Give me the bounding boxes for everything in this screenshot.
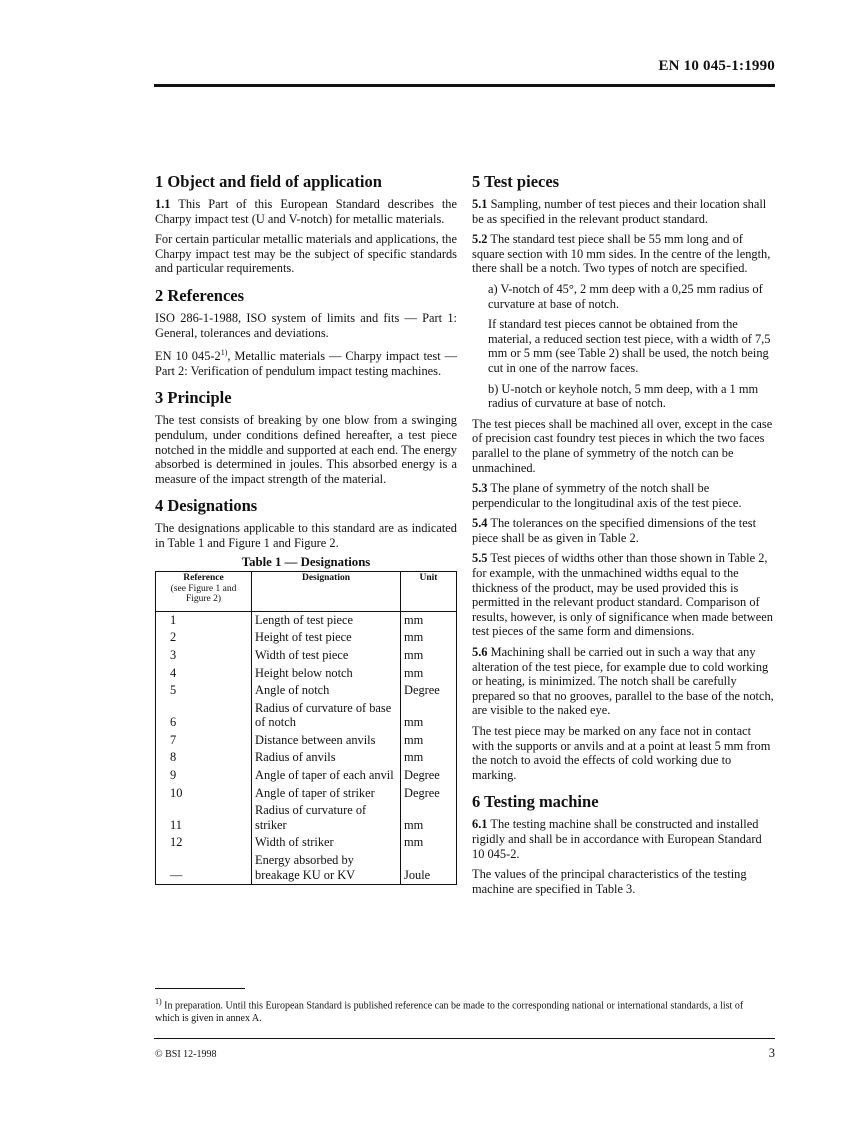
unit-cell: mm xyxy=(401,647,457,665)
designation-cell: Angle of taper of striker xyxy=(252,785,401,803)
paragraph-text: Test pieces of widths other than those shown in Table 2, for example, with the unmachined widths equal to the thickness of the product, may be used provided this is permitted in the relevant product standard. Comparison of results, however, is only of significance when made between test pieces of the same form and dimensions. xyxy=(472,551,773,639)
paragraph-text: Sampling, number of test pieces and their location shall be as specified in the relevant product standard. xyxy=(472,197,767,226)
section-3-heading: 3 Principle xyxy=(155,388,232,408)
document-code: EN 10 045-1:1990 xyxy=(658,58,775,74)
paragraph-text: The tolerances on the specified dimensions of the test piece shall be as given in Table 2. xyxy=(472,516,757,545)
table-row xyxy=(156,732,457,750)
paragraph-text: The designations applicable to this standard are as indicated in Table 1 and Figure 1 and Figure 2. xyxy=(155,521,457,551)
paragraph-5-2 xyxy=(472,232,774,276)
footnote-ref[interactable]: 1) xyxy=(220,348,228,358)
reference-cell: 4 xyxy=(170,665,177,680)
right-column xyxy=(472,172,774,902)
clause-number: 5.2 xyxy=(472,232,488,247)
paragraph-text: The values of the principal characteristics of the testing machine are specified in Table 3. xyxy=(472,867,747,896)
paragraph-text: For certain particular metallic materials and applications, the Charpy impact test may be the subject of specific standards and particular requirements. xyxy=(155,232,457,276)
designation-cell: Angle of taper of each anvil xyxy=(252,767,401,785)
footnote xyxy=(155,996,755,1025)
unit-cell: mm xyxy=(401,611,457,629)
column-header-reference xyxy=(156,572,252,612)
section-6-heading: 6 Testing machine xyxy=(472,792,599,812)
reference-cell: 6 xyxy=(170,715,177,730)
unit-cell: mm xyxy=(401,629,457,647)
list-item-a-note: If standard test pieces cannot be obtained from the material, a reduced section test piece, with a width of 7,5 mm or 5 mm (see Table 2) shall be used, the notch being cut in one of the narrow faces. xyxy=(488,317,771,375)
table-row xyxy=(156,834,457,852)
footnote-mark: 1) xyxy=(155,997,162,1006)
copyright-notice: © BSI 12-1998 xyxy=(155,1049,217,1060)
clause-number: 6.1 xyxy=(472,817,488,832)
unit-cell: Degree xyxy=(401,785,457,803)
column-header-label: Reference xyxy=(183,573,224,584)
designation-cell: Width of striker xyxy=(252,834,401,852)
reference-cell: 5 xyxy=(170,683,177,698)
paragraph-text: Machining shall be carried out in such a way that any alteration of the test piece, for example due to cold working or heating, is minimized. The notch shall be carefully prepared so that no grooves, parallel to the base of the notch, are visible to the naked eye. xyxy=(472,645,774,718)
paragraph-5-1 xyxy=(472,197,774,226)
list-item-a: a) V-notch of 45°, 2 mm deep with a 0,25 mm radius of curvature at base of notch. xyxy=(488,281,763,311)
reference-code: EN 10 045-2 xyxy=(155,349,221,364)
paragraph-5-3 xyxy=(472,481,774,510)
footer-rule xyxy=(154,1038,775,1039)
table-row xyxy=(156,852,457,885)
paragraph-text: The test pieces shall be machined all over, except in the case of precision cast foundry test pieces in which the two faces parallel to the plane of symmetry of the notch can be unmachined. xyxy=(472,416,773,475)
designation-cell: Radius of curvature of striker xyxy=(252,802,401,834)
paragraph-text: This Part of this European Standard describes the Charpy impact test (U and V-notch) for metallic materials. xyxy=(155,197,458,226)
table-row xyxy=(156,785,457,803)
paragraph-text: The test consists of breaking by one blow from a swinging pendulum, under conditions defined hereafter, a test piece notched in the middle and supported at each end. The energy absorbed is determined in joules. This absorbed energy is a measure of the impact strength of the material. xyxy=(155,413,457,486)
designation-cell: Energy absorbed by breakage KU or KV xyxy=(252,852,401,885)
unit-cell: mm xyxy=(401,700,457,732)
designations-table xyxy=(155,571,457,885)
list-item-b: b) U-notch or keyhole notch, 5 mm deep, with a 1 mm radius of curvature at base of notch. xyxy=(488,381,759,411)
paragraph-6-1 xyxy=(472,817,774,861)
unit-cell: mm xyxy=(401,802,457,834)
reference-cell: 12 xyxy=(170,835,183,850)
reference-title: , Metallic materials — Charpy impact test — Part 2: Verification of pendulum impact testing machines. xyxy=(155,349,457,378)
designation-cell: Length of test piece xyxy=(252,611,401,629)
page-number: 3 xyxy=(768,1046,775,1060)
reference-en-10045-2 xyxy=(155,346,457,378)
table-1-title: Table 1 — Designations xyxy=(241,554,371,569)
paragraph-text: The testing machine shall be constructed and installed rigidly and shall be in accordance with European Standard 10 045-2. xyxy=(472,817,762,861)
reference-cell: 8 xyxy=(170,750,177,765)
reference-cell: 2 xyxy=(170,630,177,645)
reference-cell: 9 xyxy=(170,768,177,783)
designation-cell: Radius of curvature of base of notch xyxy=(252,700,401,732)
table-row xyxy=(156,629,457,647)
clause-number: 5.5 xyxy=(472,551,488,566)
reference-cell: 7 xyxy=(170,732,177,747)
clause-number: 5.1 xyxy=(472,197,488,211)
clause-number: 5.4 xyxy=(472,516,488,531)
reference-cell: 11 xyxy=(170,817,182,832)
reference-cell: 1 xyxy=(170,612,177,627)
table-row xyxy=(156,647,457,665)
unit-cell: Degree xyxy=(401,682,457,700)
footnote-text: In preparation. Until this European Standard is published reference can be made to the corresponding national or international standards, a list of which is given in annex A. xyxy=(155,1000,744,1024)
table-body xyxy=(156,611,457,885)
paragraph-5-6 xyxy=(472,645,774,718)
paragraph-text: The test piece may be marked on any face not in contact with the supports or anvils and at a point at least 5 mm from the notch to avoid the effects of cold working due to marking. xyxy=(472,724,771,782)
clause-number: 1.1 xyxy=(155,197,171,211)
clause-number: 5.6 xyxy=(472,645,488,660)
clause-number: 5.3 xyxy=(472,481,488,496)
designation-cell: Height below notch xyxy=(252,665,401,683)
table-row xyxy=(156,665,457,683)
table-row xyxy=(156,700,457,732)
paragraph-5-5 xyxy=(472,551,774,639)
reference-cell: 3 xyxy=(170,647,177,662)
designation-cell: Width of test piece xyxy=(252,647,401,665)
reference-cell: — xyxy=(170,867,183,882)
paragraph-5-4 xyxy=(472,516,774,545)
table-row xyxy=(156,802,457,834)
section-4-heading: 4 Designations xyxy=(155,496,258,516)
reference-iso-286: ISO 286-1-1988, ISO system of limits and fits — Part 1: General, tolerances and deviations. xyxy=(155,310,457,340)
table-header-row xyxy=(156,572,457,612)
footnote-rule xyxy=(155,988,245,989)
designation-cell: Height of test piece xyxy=(252,629,401,647)
unit-cell: mm xyxy=(401,749,457,767)
designation-cell: Angle of notch xyxy=(252,682,401,700)
section-5-heading: 5 Test pieces xyxy=(472,172,560,191)
table-row xyxy=(156,749,457,767)
column-header-designation: Designation xyxy=(252,572,401,612)
left-column xyxy=(155,172,457,885)
paragraph-text: The standard test piece shall be 55 mm long and of square section with 10 mm sides. In the centre of the length, there shall be a notch. Two types of notch are specified. xyxy=(472,232,771,276)
column-header-note: (see Figure 1 and Figure 2) xyxy=(170,583,237,605)
unit-cell: mm xyxy=(401,834,457,852)
paragraph-1-1 xyxy=(155,197,457,226)
designation-cell: Radius of anvils xyxy=(252,749,401,767)
section-1-heading: 1 Object and field of application xyxy=(155,172,382,191)
table-row xyxy=(156,611,457,629)
section-2-heading: 2 References xyxy=(155,285,245,305)
unit-cell: Joule xyxy=(401,852,457,885)
table-row xyxy=(156,682,457,700)
column-header-unit: Unit xyxy=(401,572,457,612)
reference-cell: 10 xyxy=(170,785,183,800)
table-row xyxy=(156,767,457,785)
designation-cell: Distance between anvils xyxy=(252,732,401,750)
paragraph-text: The plane of symmetry of the notch shall be perpendicular to the longitudinal axis of the test piece. xyxy=(472,481,742,510)
unit-cell: Degree xyxy=(401,767,457,785)
header-rule xyxy=(154,84,775,87)
unit-cell: mm xyxy=(401,665,457,683)
unit-cell: mm xyxy=(401,732,457,750)
